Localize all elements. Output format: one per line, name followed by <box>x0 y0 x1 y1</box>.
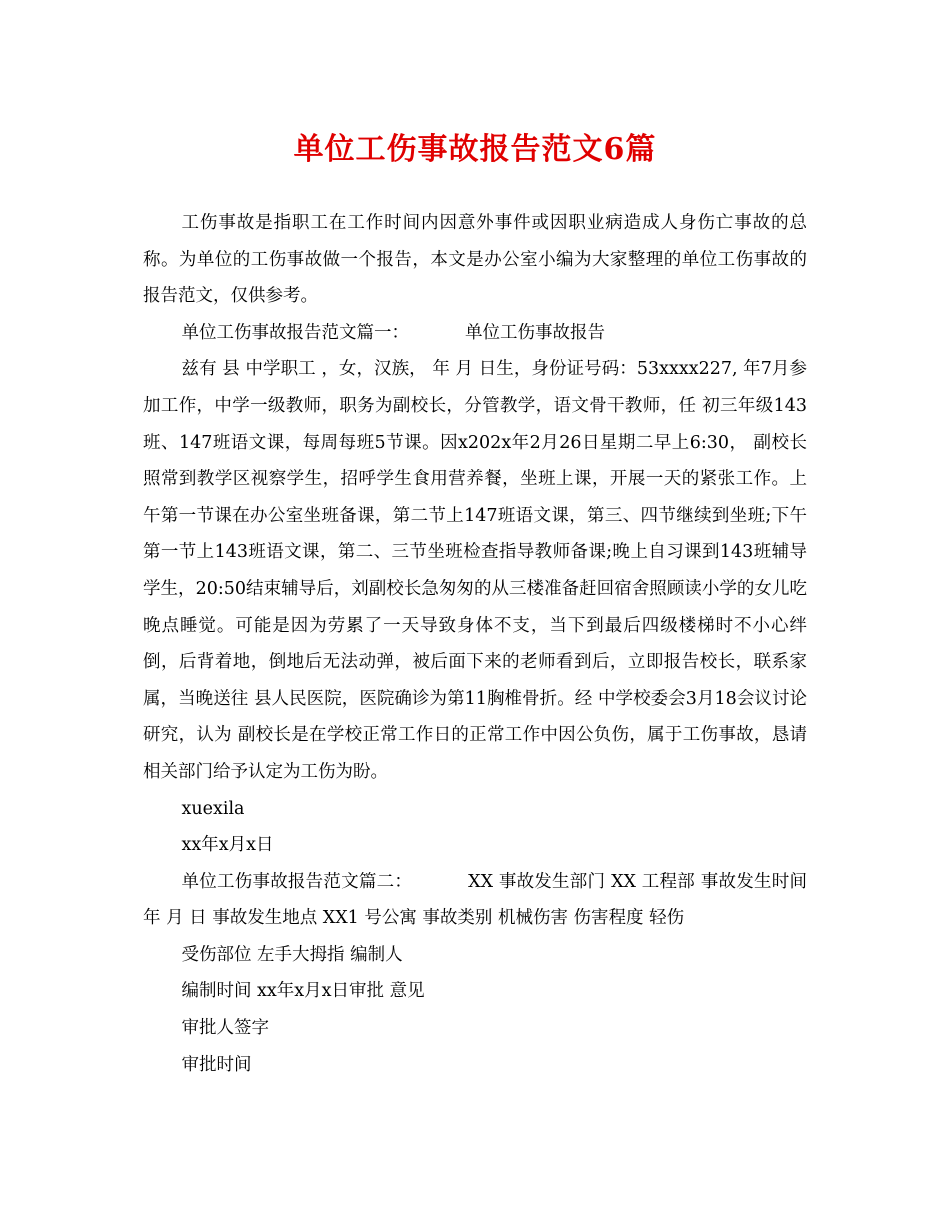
section2-line-injury-part: 受伤部位 左手大拇指 编制人 <box>181 944 403 965</box>
section1-heading-line <box>143 315 807 352</box>
section1-body-paragraph: 兹有 县 中学职工 ，女，汉族， 年 月 日生，身份证号码：53xxxx227, 年7月参加工作，中学一级教师，职务为副校长，分管教学，语文骨干教师，任 初三年级143班、147班语文课，每周每班5节课。因x202x年2月26日星期二早上6:30， 副校长照常到教学区视察学生，招呼学生食用营养餐，坐班上课，开展一天的紧张工作。上午第一节课在办公室坐班备课，第二节上147班语文课，第三、四节继续到坐班;下午第一节上143班语文课，第二、三节坐班检查指导教师备课;晚上自习课到143班辅导学生，20:50结束辅导后，刘副校长急匆匆的从三楼准备赶回宿舍照顾读小学的女儿吃晚点睡觉。可能是因为劳累了一天导致身体不支，当下到最后四级楼梯时不小心绊倒，后背着地，倒地后无法动弹，被后面下来的老师看到后，立即报告校长，联系家属，当晚送往 县人民医院，医院确诊为第11胸椎骨折。经 中学校委会3月18会议讨论研究，认为 副校长是在学校正常工作日的正常工作中因公负伤，属于工伤事故，恳请相关部门给予认定为工伤为盼。 <box>143 359 807 782</box>
section2-line-compile-time: 编制时间 xx年x月x日审批 意见 <box>181 981 425 1002</box>
section1-date: xx年x月x日 <box>181 835 274 856</box>
section2-heading: 单位工伤事故报告范文篇二： <box>181 871 413 892</box>
section2-line-approval-time: 审批时间 <box>181 1054 252 1075</box>
section1-subtitle: 单位工伤事故报告 <box>465 322 605 343</box>
section2-paragraph <box>143 864 807 937</box>
intro-paragraph: 工伤事故是指职工在工作时间内因意外事件或因职业病造成人身伤亡事故的总称。为单位的工伤事故做一个报告，本文是办公室小编为大家整理的单位工伤事故的报告范文，仅供参考。 <box>143 213 807 307</box>
section2-line-approver-signature: 审批人签字 <box>181 1018 269 1039</box>
document-title: 单位工伤事故报告范文6篇 <box>293 132 657 167</box>
document-body <box>143 205 807 1083</box>
section1-heading: 单位工伤事故报告范文篇一： <box>181 322 409 343</box>
section1-signature: xuexila <box>181 798 245 819</box>
section2-body: XX 事故发生部门 XX 工程部 事故发生时间 年 月 日 事故发生地点 XX1 号公寓 事故类别 机械伤害 伤害程度 轻伤 <box>143 871 807 929</box>
